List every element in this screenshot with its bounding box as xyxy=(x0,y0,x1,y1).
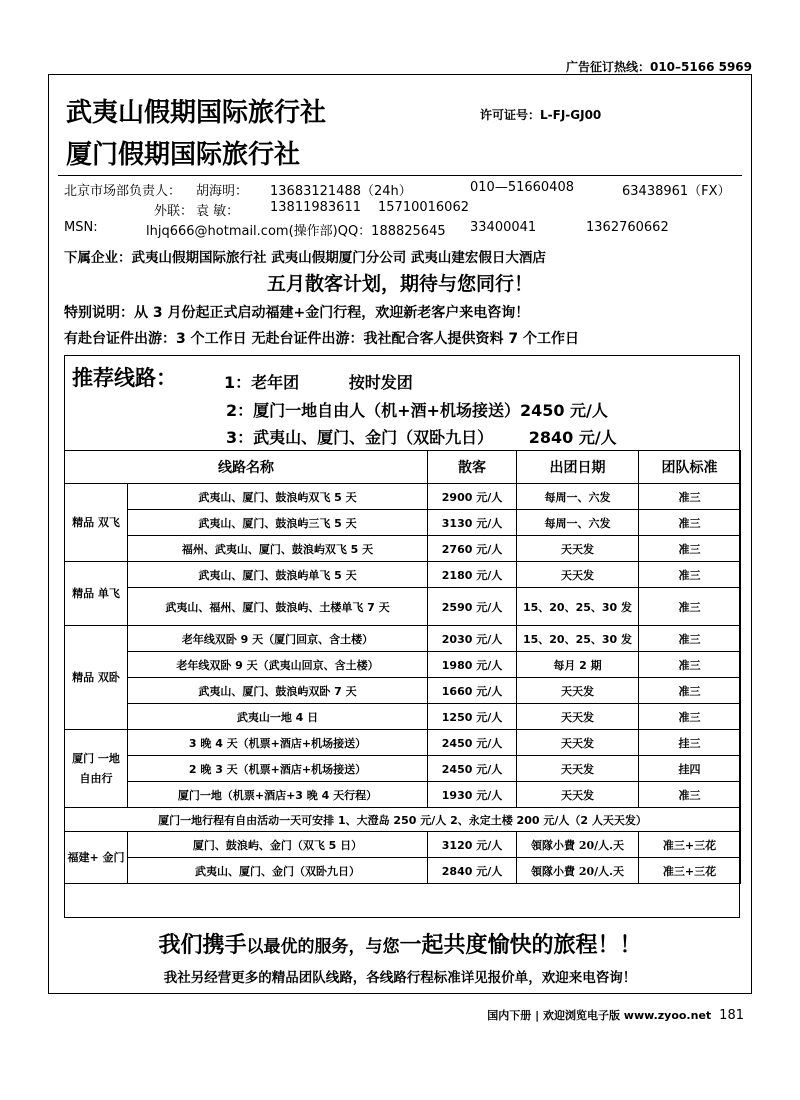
route-dates: 天天发 xyxy=(517,704,639,730)
slogan-part-1: 我们携手 xyxy=(158,933,247,958)
route-standard: 准三 xyxy=(639,562,741,588)
route-dates: 15、20、25、30 发 xyxy=(517,588,639,626)
route-name: 武夷山、福州、厦门、鼓浪屿、土楼单飞 7 天 xyxy=(128,588,428,626)
route-name: 老年线双卧 9 天（厦门回京、含土楼） xyxy=(128,626,428,652)
slogan-sub: 我社另经营更多的精品团队线路，各线路行程标准详见报价单，欢迎来电咨询！ xyxy=(163,970,637,986)
route-price: 2450 元/人 xyxy=(428,756,517,782)
route-name: 武夷山、厦门、鼓浪屿三飞 5 天 xyxy=(128,510,428,536)
table-row xyxy=(65,704,741,730)
header-divider xyxy=(58,175,742,176)
recommended-item-2: 2：厦门一地自由人（机+酒+机场接送）2450 元/人 xyxy=(226,401,608,420)
header-price: 散客 xyxy=(428,451,517,484)
route-standard: 准三 xyxy=(639,652,741,678)
group-label-shuangfei: 精品 双飞 xyxy=(65,484,128,562)
qq-number-3: 1362760662 xyxy=(586,220,669,235)
route-name: 武夷山、厦门、鼓浪屿单飞 5 天 xyxy=(128,562,428,588)
route-price: 2840 元/人 xyxy=(428,858,517,884)
table-row xyxy=(65,588,741,626)
route-dates: 天天发 xyxy=(517,756,639,782)
route-standard: 准三+三花 xyxy=(639,858,741,884)
route-name: 武夷山一地 4 日 xyxy=(128,704,428,730)
header-route-name: 线路名称 xyxy=(65,451,428,484)
route-name: 3 晚 4 天（机票+酒店+机场接送） xyxy=(128,730,428,756)
route-price: 2590 元/人 xyxy=(428,588,517,626)
slogan-part-3: 与您 xyxy=(365,937,400,957)
route-price: 2760 元/人 xyxy=(428,536,517,562)
route-price: 1660 元/人 xyxy=(428,678,517,704)
route-dates: 15、20、25、30 发 xyxy=(517,626,639,652)
group-label-danfei: 精品 单飞 xyxy=(65,562,128,626)
plan-title: 五月散客计划，期待与您同行！ xyxy=(266,273,533,295)
recommended-item-3-price: 2840 元/人 xyxy=(528,428,617,447)
footer-text: 国内下册 | 欢迎浏览电子版 www.zyoo.net xyxy=(487,1009,712,1022)
slogan-part-5: 愉快的旅程 xyxy=(487,933,598,958)
ad-hotline: 广告征订热线：010–5166 5969 xyxy=(565,60,752,74)
recommended-title: 推荐线路： xyxy=(72,366,177,390)
route-name: 老年线双卧 9 天（武夷山回京、含土楼） xyxy=(128,652,428,678)
recommended-item-1 xyxy=(224,370,413,393)
route-dates: 領隊小費 20/人.天 xyxy=(517,832,639,858)
header-standard: 团队标准 xyxy=(639,451,741,484)
route-standard: 准三+三花 xyxy=(639,832,741,858)
route-dates: 每周一、六发 xyxy=(517,484,639,510)
route-price: 1930 元/人 xyxy=(428,782,517,808)
contact-name-1: 胡海明： xyxy=(196,184,249,199)
slogan-part-4: 一起共度 xyxy=(399,933,488,958)
group-label-fujian: 福建+ 金门 xyxy=(65,832,128,884)
slogan-part-2: 以最优的服务， xyxy=(246,937,366,957)
table-row xyxy=(65,678,741,704)
table-row xyxy=(65,756,741,782)
route-standard: 准三 xyxy=(639,484,741,510)
route-standard: 准三 xyxy=(639,704,741,730)
special-note: 特别说明：从 3 月份起正式启动福建+金门行程，欢迎新老客户来电咨询！ xyxy=(64,305,530,321)
qq-number-2: 33400041 xyxy=(470,220,537,235)
office-phone: 010—51660408 xyxy=(470,180,574,195)
route-dates: 天天发 xyxy=(517,678,639,704)
table-row xyxy=(65,832,741,858)
route-name: 福州、武夷山、厦门、鼓浪屿双飞 5 天 xyxy=(128,536,428,562)
routes-table xyxy=(64,450,741,884)
route-name: 武夷山、厦门、鼓浪屿双飞 5 天 xyxy=(128,484,428,510)
org-title-wuyishan: 武夷山假期国际旅行社 xyxy=(66,98,327,128)
header-dates: 出团日期 xyxy=(517,451,639,484)
route-standard: 准三 xyxy=(639,510,741,536)
footer xyxy=(487,1007,744,1023)
route-dates: 天天发 xyxy=(517,782,639,808)
route-name: 2 晚 3 天（机票+酒店+机场接送） xyxy=(128,756,428,782)
group-label-shuangwo: 精品 双卧 xyxy=(65,626,128,730)
table-row xyxy=(65,484,741,510)
route-price: 1250 元/人 xyxy=(428,704,517,730)
route-dates: 天天发 xyxy=(517,562,639,588)
table-row xyxy=(65,510,741,536)
route-standard: 挂四 xyxy=(639,756,741,782)
license-number: 许可证号：L-FJ-GJ00 xyxy=(480,108,602,122)
recommended-item-3 xyxy=(226,425,617,448)
org-title-xiamen: 厦门假期国际旅行社 xyxy=(66,140,301,170)
route-name: 厦门一地（机票+酒店+3 晚 4 天行程） xyxy=(128,782,428,808)
route-price: 3130 元/人 xyxy=(428,510,517,536)
msn-value: lhjq666@hotmail.com(操作部)QQ：188825645 xyxy=(146,224,446,239)
slogan-part-6: ！！ xyxy=(597,933,642,958)
page-number: 181 xyxy=(719,1008,744,1023)
route-dates: 天天发 xyxy=(517,536,639,562)
waichang-label: 外联： xyxy=(154,204,194,219)
table-row xyxy=(65,562,741,588)
subsidiaries: 下属企业：武夷山假期国际旅行社 武夷山假期厦门分公司 武夷山建宏假日大酒店 xyxy=(64,250,546,266)
route-price: 1980 元/人 xyxy=(428,652,517,678)
contact-phone-2b: 15710016062 xyxy=(378,200,469,215)
route-standard: 挂三 xyxy=(639,730,741,756)
route-standard: 准三 xyxy=(639,782,741,808)
table-row xyxy=(65,626,741,652)
route-dates: 天天发 xyxy=(517,730,639,756)
msn-label: MSN: xyxy=(64,220,98,235)
beijing-label: 北京市场部负责人： xyxy=(64,184,182,199)
route-dates: 每月 2 期 xyxy=(517,652,639,678)
table-row xyxy=(65,652,741,678)
contact-phone-1: 13683121488（24h） xyxy=(270,184,412,199)
table-row xyxy=(65,730,741,756)
table-row xyxy=(65,782,741,808)
fax-number: 63438961（FX） xyxy=(622,184,731,199)
contact-phone-2a: 13811983611 xyxy=(270,200,361,215)
contact-name-2: 袁 敏： xyxy=(196,204,240,219)
route-dates: 每周一、六发 xyxy=(517,510,639,536)
slogan xyxy=(0,928,800,959)
route-price: 2900 元/人 xyxy=(428,484,517,510)
route-standard: 准三 xyxy=(639,678,741,704)
table-row xyxy=(65,536,741,562)
recommended-item-3-route: 3：武夷山、厦门、金门（双卧九日） xyxy=(226,428,494,447)
route-standard: 准三 xyxy=(639,626,741,652)
recommended-item-1-name: 1：老年团 xyxy=(224,373,300,392)
route-price: 2180 元/人 xyxy=(428,562,517,588)
route-standard: 准三 xyxy=(639,588,741,626)
route-standard: 准三 xyxy=(639,536,741,562)
table-row xyxy=(65,858,741,884)
route-price: 2030 元/人 xyxy=(428,626,517,652)
document-note: 有赴台证件出游：3 个工作日 无赴台证件出游：我社配合客人提供资料 7 个工作日 xyxy=(64,331,579,347)
group-label-xiamen-free: 厦门 一地 自由行 xyxy=(65,730,128,808)
route-name: 武夷山、厦门、鼓浪屿双卧 7 天 xyxy=(128,678,428,704)
free-activity-note: 厦门一地行程有自由活动一天可安排 1、大澄岛 250 元/人 2、永定土楼 200 元/人（2 人天天发） xyxy=(65,808,741,832)
route-name: 武夷山、厦门、金门（双卧九日） xyxy=(128,858,428,884)
route-price: 3120 元/人 xyxy=(428,832,517,858)
route-name: 厦门、鼓浪屿、金门（双飞 5 日） xyxy=(128,832,428,858)
recommended-item-1-desc: 按时发团 xyxy=(348,373,413,392)
route-price: 2450 元/人 xyxy=(428,730,517,756)
route-dates: 領隊小費 20/人.天 xyxy=(517,858,639,884)
free-activity-row xyxy=(65,808,741,832)
